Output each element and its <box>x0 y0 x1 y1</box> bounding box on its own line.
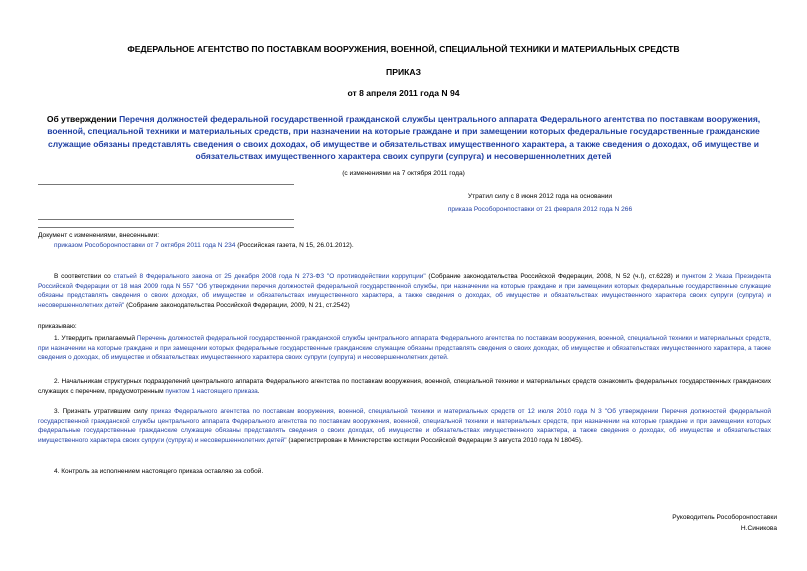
title-prefix: Об утверждении <box>46 114 120 124</box>
changes-suffix: (Российская газета, N 15, 26.01.2012). <box>235 242 354 249</box>
preamble-decree-link[interactable]: пунктом 2 Указа Президента Российской Федерации от 18 мая 2009 года N 557 "Об утверждении перечня должностей федеральной государственной службы, при назначении на которые граждане и при замещении которых федеральные государственные служащие обязаны представлять сведения о своих доходах, об имуществе и обязательствах имущественного характера, а также сведения о доходах, об имуществе и обязательствах имущественного характера своих супруги (супруга) и несовершеннолетних детей" <box>38 273 771 309</box>
lost-force-text: Утратил силу с 8 июня 2012 года на основании <box>467 193 613 200</box>
preamble-text: (Собрание законодательства Российской Федерации, 2009, N 21, ст.2542) <box>124 301 350 309</box>
order-word: приказываю: <box>38 323 77 330</box>
amendment-note: (с изменениями на 7 октября 2011 года) <box>342 170 465 177</box>
item-text: (зарегистрирован в Министерстве юстиции Российской Федерации 3 августа 2010 года N 18045). <box>286 436 583 444</box>
document-title <box>30 113 777 163</box>
order-item-1 <box>38 334 771 363</box>
preamble-law-link[interactable]: статьей 8 Федерального закона от 25 декабря 2008 года N 273-ФЗ "О противодействии коррупции" <box>113 273 426 280</box>
signature-title: Руководитель Рособоронпоставки <box>672 514 777 521</box>
changes-label: Документ с изменениями, внесенными: <box>38 232 160 239</box>
divider <box>38 219 294 220</box>
divider <box>38 227 294 228</box>
agency-name: ФЕДЕРАЛЬНОЕ АГЕНТСТВО ПО ПОСТАВКАМ ВООРУЖЕНИЯ, ВОЕННОЙ, СПЕЦИАЛЬНОЙ ТЕХНИКИ И МАТЕРИАЛЬНЫХ СРЕДСТВ <box>127 44 680 54</box>
divider <box>38 184 294 185</box>
preamble-text: (Собрание законодательства Российской Федерации, 2008, N 52 (ч.I), ст.6228) и <box>425 273 682 280</box>
document-type: ПРИКАЗ <box>386 67 421 77</box>
title-link[interactable]: Перечня должностей федеральной государственной гражданской службы центрального аппарата Федерального агентства по поставкам вооружения, военной, специальной техники и материальных средств, при назначении на которые граждане и при замещении которых федеральные государственные гражданские служащие обязаны представлять сведения о своих доходах, об имуществе и обязательствах имущественного характера, а также сведения о доходах, об имуществе и обязательствах имущественного характера своих супруги (супруга) и несовершеннолетних детей <box>47 114 761 162</box>
order-item-2 <box>38 377 771 396</box>
item-3-link[interactable]: приказ Федерального агентства по поставкам вооружения, военной, специальной техники и материальных средств от 12 июля 2010 года N 3 "Об утверждении Перечня должностей федеральной государственной гражданской службы центрального аппарата Федерального агентства по поставкам вооружения, военной, специальной техники и материальных средств, при назначении на которые граждане и при замещении которых федеральные государственные гражданские служащие обязаны представлять сведения о своих доходах, об имуществе и обязательствах имущественного характера, а также сведения о доходах, об имуществе и обязательствах имущественного характера своих супруги (супруга) и несовершеннолетних детей" <box>38 408 771 444</box>
order-item-3 <box>38 407 771 445</box>
document-date: от 8 апреля 2011 года N 94 <box>347 88 460 98</box>
lost-force-link[interactable]: приказа Рособоронпоставки от 21 февраля 2012 года N 266 <box>447 206 633 213</box>
item-text: 3. Признать утратившим силу <box>54 408 151 415</box>
item-2-link[interactable]: пунктом 1 настоящего приказа <box>165 387 258 395</box>
item-text: . <box>257 387 260 395</box>
changes-block <box>38 231 778 251</box>
item-1-link[interactable]: Перечень должностей федеральной государственной гражданской службы центрального аппарата Федерального агентства по поставкам вооружения, военной, специальной техники и материальных средств, при назначении на которые граждане и при замещении которых федеральные государственные гражданские служащие обязаны представлять сведения о своих доходах, об имуществе и обязательствах имущественного характера, а также сведения о доходах, об имуществе и обязательствах имущественного характера своих супруги (супруга) и несовершеннолетних детей. <box>38 335 771 362</box>
signature-name: Н.Синикова <box>740 525 777 532</box>
item-text: 1. Утвердить прилагаемый <box>54 335 137 342</box>
changes-entry <box>38 241 778 251</box>
signature-block <box>672 512 777 534</box>
preamble-text: В соответствии со <box>54 273 114 280</box>
changes-link[interactable]: приказом Рособоронпоставки от 7 октября 2011 года N 234 <box>54 242 236 249</box>
item-text: 2. Начальникам структурных подразделений центрального аппарата Федерального агентства по поставкам вооружения, военной, специальной техники и материальных средств ознакомить федеральных государственных гражданских служащих с перечнем, предусмотренным <box>38 378 771 395</box>
order-item-4: 4. Контроль за исполнением настоящего приказа оставляю за собой. <box>54 468 264 475</box>
preamble-paragraph <box>38 272 771 310</box>
